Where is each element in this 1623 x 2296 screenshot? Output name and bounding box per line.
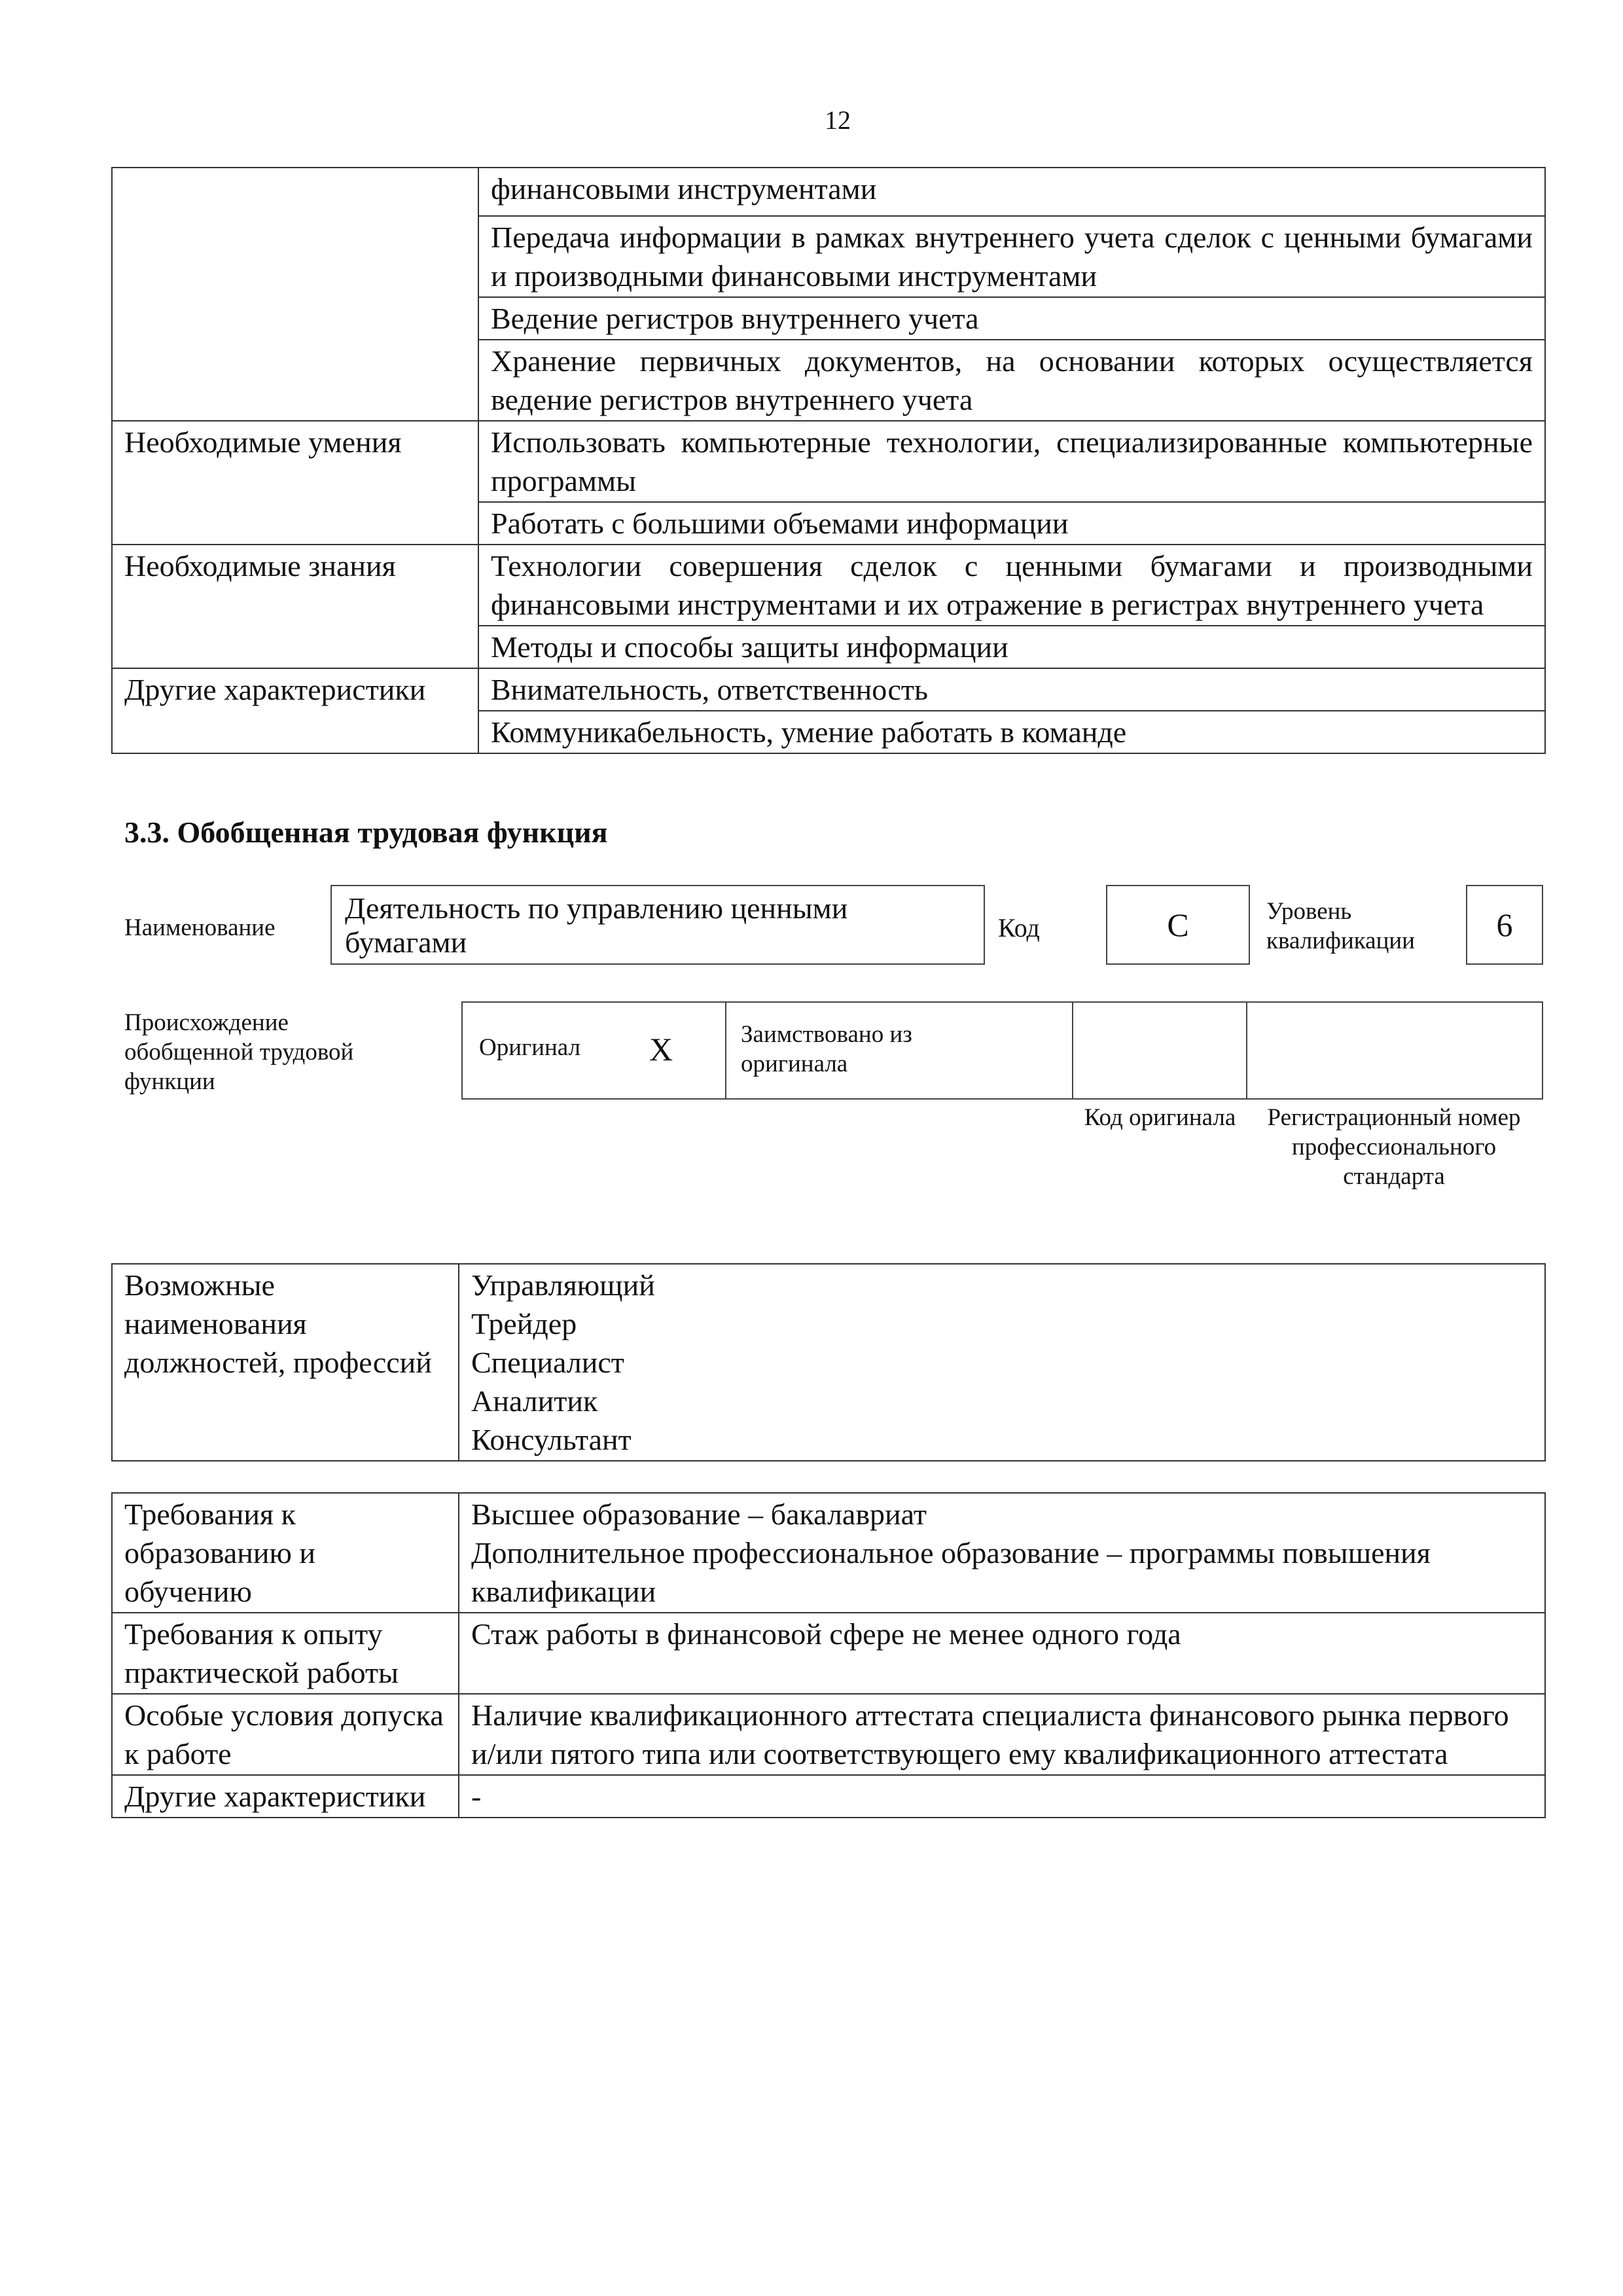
table-row <box>112 545 1545 626</box>
table-row <box>112 1613 1545 1694</box>
level-value: 6 <box>1466 885 1543 965</box>
requirements-table <box>111 1492 1546 1818</box>
list-item: финансовыми инструментами <box>478 168 1545 216</box>
table-row <box>112 1694 1545 1775</box>
list-item: Использовать компьютерные технологии, специализированные компьютерные программы <box>478 421 1545 502</box>
row-label: Другие характеристики <box>112 668 478 753</box>
positions-table <box>111 1263 1546 1462</box>
list-item: Технологии совершения сделок с ценными бумагами и производными финансовыми инструментами и их отражение в регистрах внутреннего учета <box>478 545 1545 626</box>
table-row <box>112 168 1545 216</box>
table-row <box>112 668 1545 711</box>
list-item: Передача информации в рамках внутреннего учета сделок с ценными бумагами и производными финансовыми инструментами <box>478 216 1545 297</box>
original-label: Оригинал <box>479 1034 581 1061</box>
row-value: Стаж работы в финансовой сфере не менее одного года <box>459 1613 1545 1694</box>
list-item: Ведение регистров внутреннего учета <box>478 297 1545 340</box>
origin-code-cell <box>1072 1001 1247 1100</box>
name-value: Деятельность по управлению ценными бумагами <box>345 891 848 959</box>
table-row <box>112 421 1545 502</box>
code-label: Код <box>998 913 1040 942</box>
table-row <box>112 1264 1545 1461</box>
row-label: Особые условия допуска к работе <box>112 1694 459 1775</box>
row-label: Необходимые умения <box>112 421 478 545</box>
row-label <box>112 168 478 421</box>
original-mark: X <box>649 1031 673 1067</box>
row-label: Необходимые знания <box>112 545 478 668</box>
row-value: Наличие квалификационного аттестата специалиста финансового рынка первого и/или пятого типа или соответствующего ему квалификационного аттестата <box>459 1694 1545 1775</box>
competency-table <box>111 167 1546 754</box>
list-item: Коммуникабельность, умение работать в команде <box>478 711 1545 753</box>
code-caption: Код оригинала <box>1084 1104 1236 1131</box>
positions-list <box>459 1264 1545 1461</box>
level-label: Уровень квалификации <box>1266 898 1415 954</box>
row-label: Требования к опыту практической работы <box>112 1613 459 1694</box>
list-item: Методы и способы защиты информации <box>478 626 1545 668</box>
list-item: Аналитик <box>471 1384 598 1418</box>
list-item: Внимательность, ответственность <box>478 668 1545 711</box>
list-item: Хранение первичных документов, на основании которых осуществляется ведение регистров внутреннего учета <box>478 340 1545 421</box>
row-value: Высшее образование – бакалавриат Дополнительное профессиональное образование – программы повышения квалификации <box>459 1493 1545 1613</box>
name-label: Наименование <box>124 914 276 941</box>
positions-label: Возможные наименования должностей, профессий <box>112 1264 459 1461</box>
list-item: Трейдер <box>471 1307 577 1340</box>
table-row <box>112 1775 1545 1818</box>
row-value: - <box>459 1775 1545 1818</box>
origin-original-cell <box>461 1001 726 1100</box>
section-heading: 3.3. Обобщенная трудовая функция <box>124 816 608 849</box>
name-value-box <box>330 885 985 965</box>
table-row <box>112 1493 1545 1613</box>
row-label: Другие характеристики <box>112 1775 459 1818</box>
borrowed-label: Заимствовано из оригинала <box>741 1021 912 1077</box>
list-item: Специалист <box>471 1346 624 1379</box>
origin-reg-cell <box>1246 1001 1543 1100</box>
origin-label: Происхождение обобщенной трудовой функции <box>124 1009 354 1095</box>
list-item: Консультант <box>471 1423 632 1456</box>
page-number: 12 <box>825 105 851 135</box>
origin-borrowed-cell <box>725 1001 1073 1100</box>
list-item: Работать с большими объемами информации <box>478 502 1545 545</box>
list-item: Управляющий <box>471 1268 655 1302</box>
code-value: C <box>1106 885 1250 965</box>
row-label: Требования к образованию и обучению <box>112 1493 459 1613</box>
reg-caption: Регистрационный номер профессионального стандарта <box>1267 1104 1521 1190</box>
